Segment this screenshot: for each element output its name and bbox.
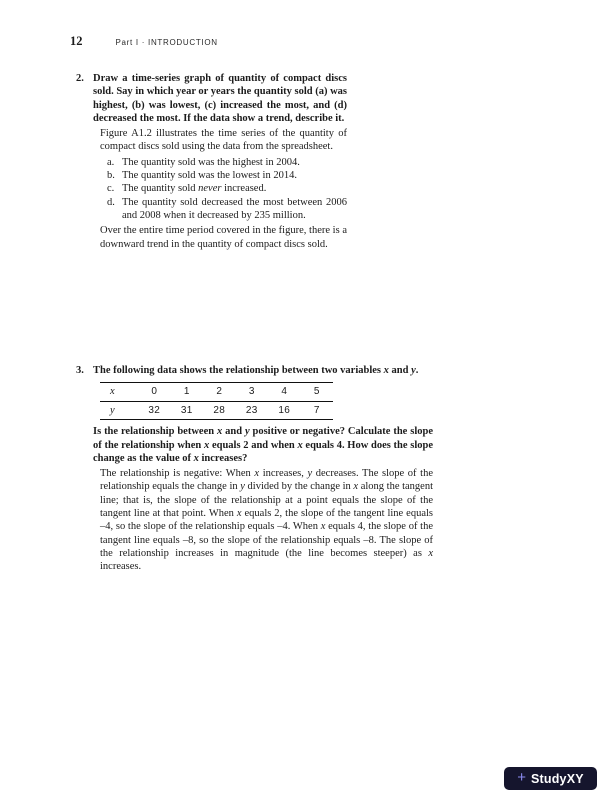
question-3-body	[93, 364, 433, 574]
answer-item-label: d.	[107, 196, 115, 208]
y-value-0: 32	[148, 404, 161, 416]
answer-list	[107, 156, 347, 222]
question-2-number: 2.	[76, 73, 84, 84]
plus-icon: +	[517, 769, 526, 786]
question-3-intro: The following data shows the relationship between two variables x and y.	[93, 365, 419, 376]
answer-item-b	[107, 169, 347, 182]
table-row-y	[100, 401, 333, 421]
answer-item-text: The quantity sold was the lowest in 2014.	[122, 170, 297, 182]
question-2-answer-closing: Over the entire time period covered in the figure, there is a downward trend in the quantity of compact discs sold.	[100, 225, 347, 250]
running-head	[70, 34, 218, 49]
y-value-1: 31	[180, 404, 193, 416]
question-2-prompt: Draw a time-series graph of quantity of compact discs sold. Say in which year or years the quantity sold (a) was highest, (b) was lowest, (c) increased the most, and (d) decreased the most. If the data show a trend, describe it.	[93, 73, 347, 124]
page-number: 12	[70, 34, 83, 48]
x-value-5: 5	[313, 386, 320, 398]
data-table	[100, 382, 333, 420]
y-variable-label: y	[110, 404, 115, 416]
x-variable-label: x	[110, 386, 115, 398]
x-value-0: 0	[151, 386, 158, 398]
answer-item-text: The quantity sold was the highest in 2004.	[122, 156, 300, 168]
part-header: Part I · INTRODUCTION	[115, 38, 218, 47]
x-value-4: 4	[281, 386, 288, 398]
answer-item-label: b.	[107, 170, 115, 182]
y-value-2: 28	[213, 404, 226, 416]
answer-item-text: The quantity sold decreased the most between 2006 and 2008 when it decreased by 235 million.	[122, 196, 347, 221]
y-value-4: 16	[278, 404, 291, 416]
question-3	[76, 364, 433, 574]
x-value-3: 3	[248, 386, 255, 398]
answer-item-d	[107, 196, 347, 223]
question-3-question: Is the relationship between x and y positive or negative? Calculate the slope of the relationship when x equals 2 and when x equals 4. How does the slope change as the value of x increases?	[93, 426, 434, 464]
brand-name-study: Study	[530, 771, 567, 786]
brand-name-xy: XY	[566, 771, 584, 786]
answer-item-label: a.	[107, 156, 115, 168]
question-3-number: 3.	[76, 365, 84, 376]
question-3-answer: The relationship is negative: When x increases, y decreases. The slope of the relationship equals the change in y divided by the change in x along the tangent line; that is, the slope of the relationship at a point equals the slope of the tangent line at that point. When x equals 2, the slope of the tangent line equals –4, so the slope of the relationship equals –4. When x equals 4, the slope of the tangent line equals –8, so the slope of the relationship equals –8. The slope of the relationship increases in magnitude (the line becomes steeper) as x increases.	[100, 468, 434, 573]
studyxy-logo	[504, 767, 597, 790]
answer-item-text: The quantity sold never increased.	[122, 183, 267, 195]
question-2-body	[93, 72, 347, 251]
x-value-1: 1	[183, 386, 190, 398]
brand-name	[531, 772, 584, 786]
y-value-5: 7	[313, 404, 320, 416]
question-2-answer-intro: Figure A1.2 illustrates the time series of the quantity of compact discs sold using the data from the spreadsheet.	[100, 128, 347, 153]
answer-item-c	[107, 182, 347, 195]
answer-item-label: c.	[107, 183, 115, 195]
x-value-2: 2	[216, 386, 223, 398]
question-2	[76, 72, 347, 251]
y-value-3: 23	[245, 404, 258, 416]
answer-item-a	[107, 156, 347, 169]
table-row-x	[100, 382, 333, 401]
